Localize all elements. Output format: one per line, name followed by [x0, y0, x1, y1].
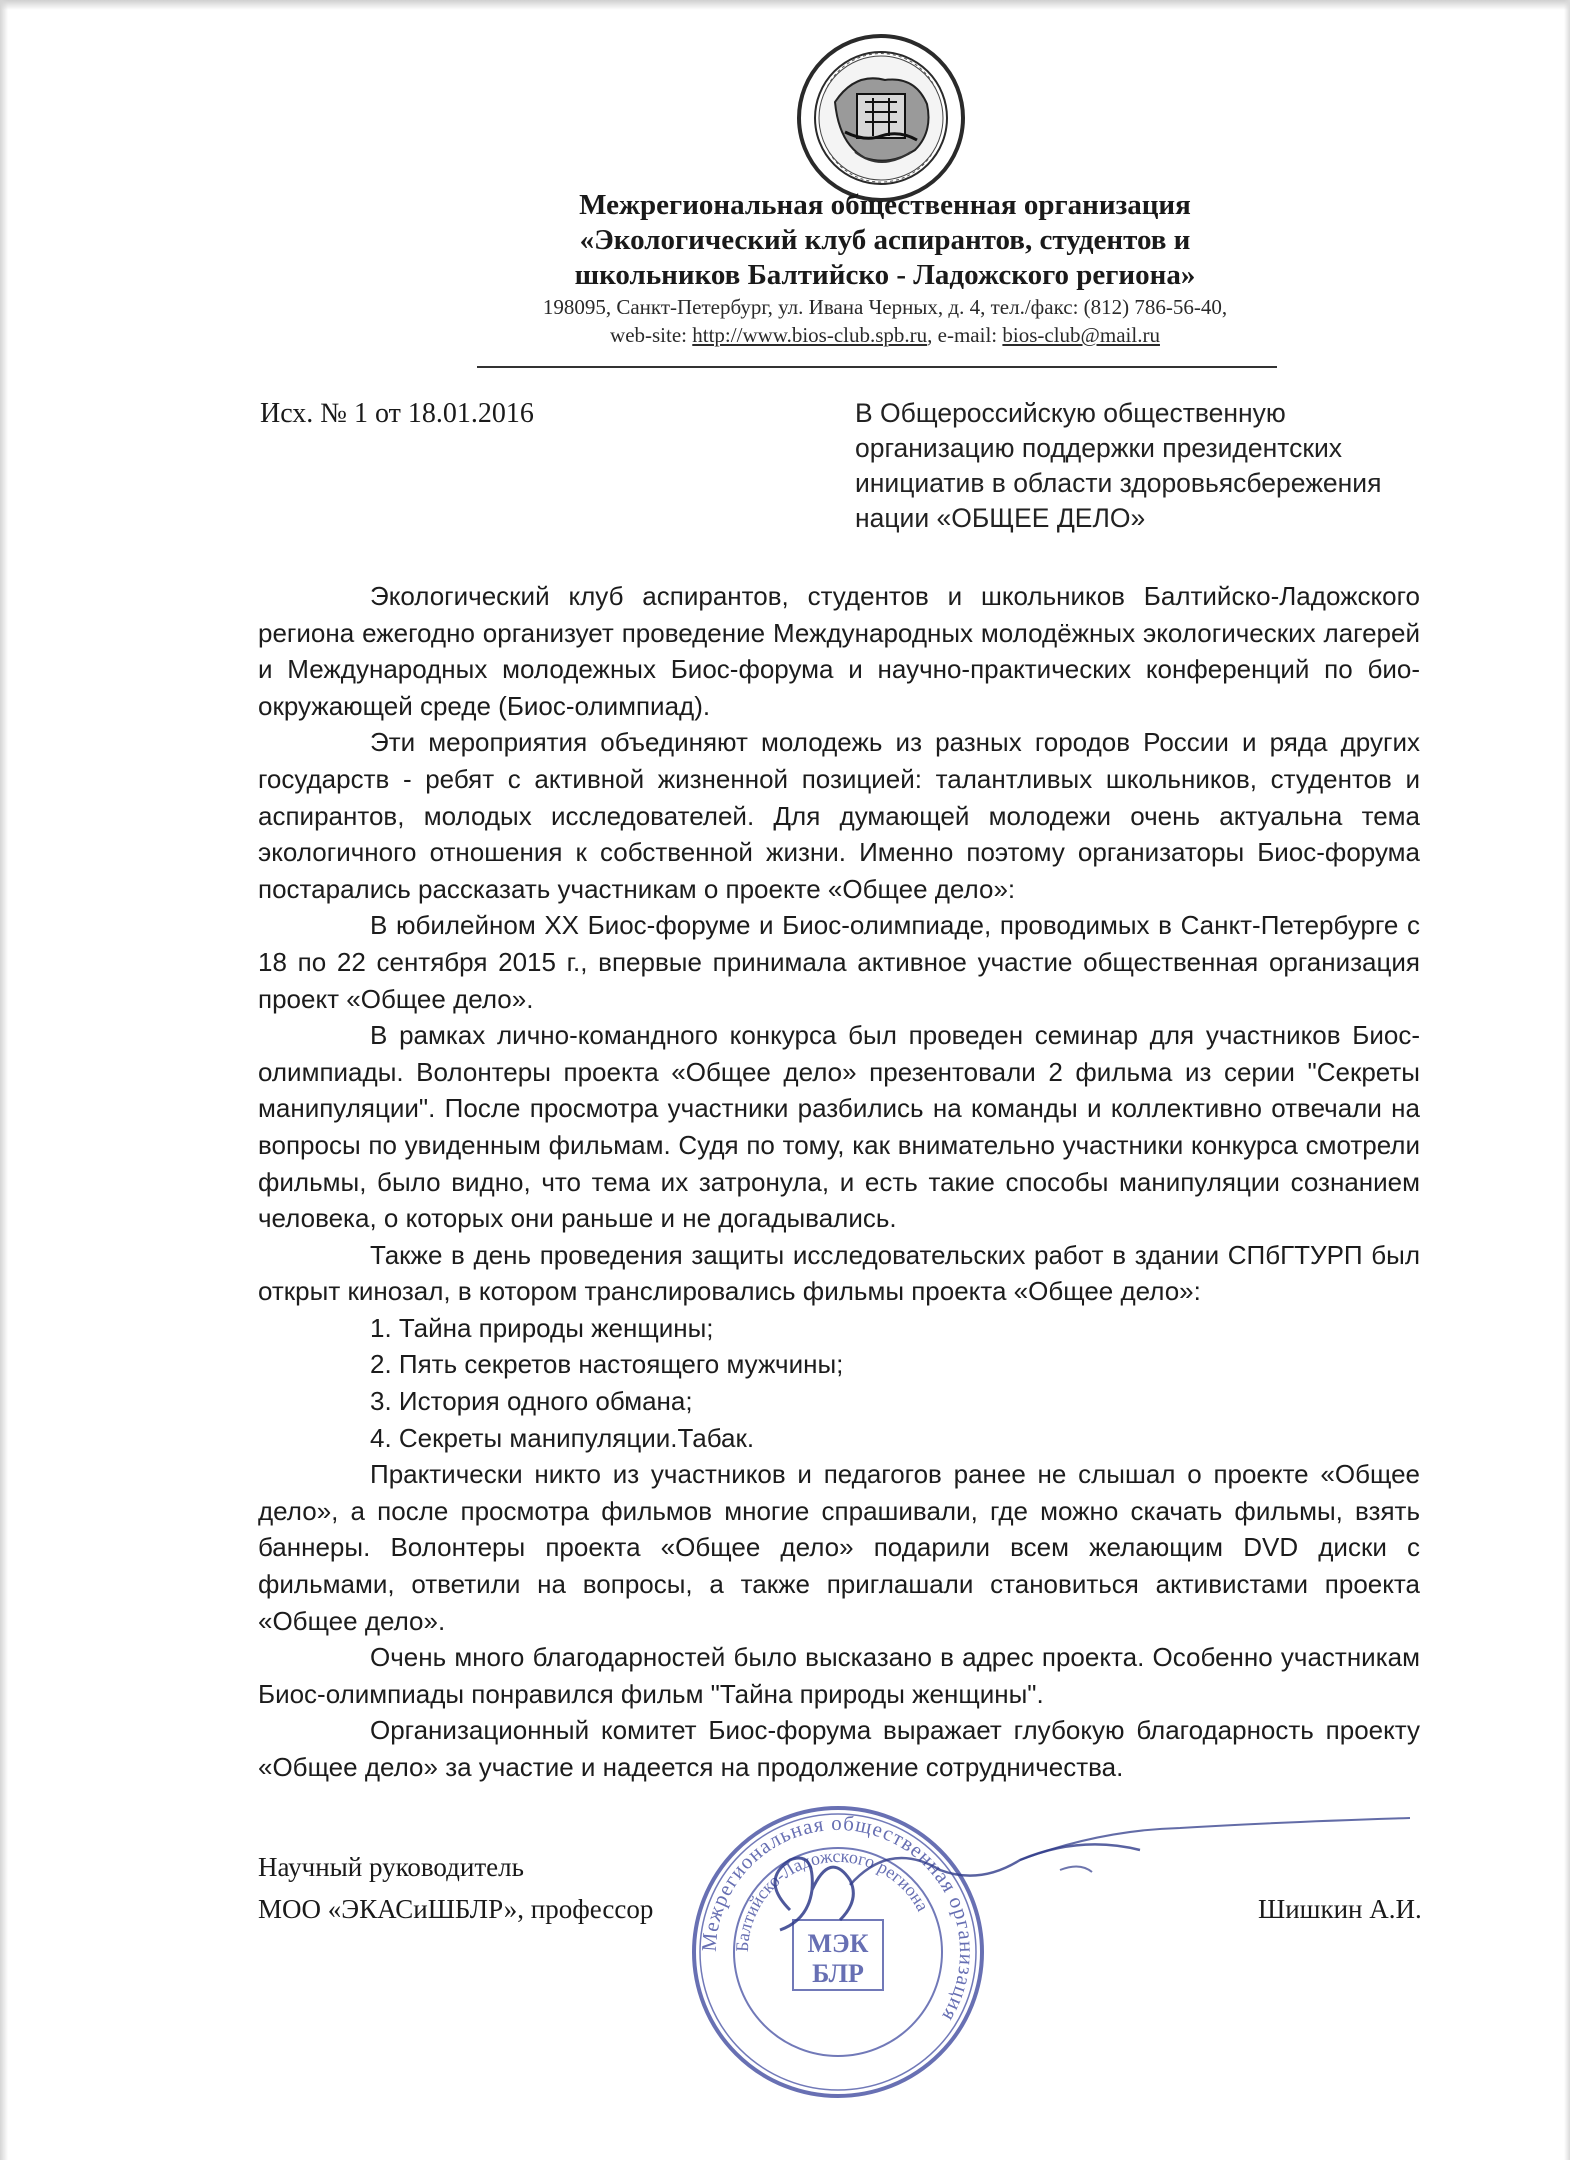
org-name-line-2: «Экологический клуб аспирантов, студентов и: [579, 224, 1191, 256]
addressee-line-1: В Общероссийскую общественную: [855, 398, 1286, 428]
addressee-block: [855, 396, 1415, 536]
scan-edge-top: [0, 0, 1570, 10]
org-name-line-3: школьников Балтийско - Ладожского региона»: [574, 259, 1196, 291]
signatory-name: Шишкин А.И.: [1258, 1894, 1422, 1924]
letterhead-divider: [477, 366, 1277, 368]
outgoing-number: Исх. № 1 от 18.01.2016: [260, 398, 534, 429]
org-contacts: [380, 321, 1390, 349]
body-paragraph-5: Также в день проведения защиты исследовательских работ в здании СПбГТУРП был открыт кинозал, в котором транслировались фильмы проекта «Общее дело»:: [258, 1239, 1420, 1307]
org-name-line-1: Межрегиональная общественная организация: [579, 189, 1191, 221]
body-paragraph-8: Организационный комитет Биос-форума выражает глубокую благодарность проекту «Общее дело» за участие и надеется на продолжение сотрудничества.: [258, 1715, 1420, 1782]
signatory-role-line-1: Научный руководитель: [258, 1852, 524, 1882]
addressee-line-2: организацию поддержки президентских: [855, 433, 1343, 463]
addressee-line-4: нации «ОБЩЕЕ ДЕЛО»: [855, 503, 1146, 533]
body-paragraph-4: В рамках лично-командного конкурса был проведен семинар для участников Биос-олимпиады. Волонтеры проекта «Общее дело» презентовали 2 фильма из серии "Секреты манипуляции". После просмотра участники разбились на команды и коллективно отвечали на вопросы по увиденным фильмам. Судя по тому, как внимательно участники конкурса смотрели фильмы, было видно, что тема их затронула, и есть такие способы манипуляции сознанием человека, о которых они раньше и не догадывались.: [258, 1020, 1420, 1234]
film-list-item: 3. История одного обмана;: [370, 1386, 693, 1417]
signatory-role-line-2: МОО «ЭКАСиШБЛР», профессор: [258, 1894, 654, 1924]
letter-body: [258, 578, 1420, 1786]
org-address: 198095, Санкт-Петербург, ул. Ивана Черных, д. 4, тел./факс: (812) 786-56-40,: [542, 295, 1228, 319]
stamp-center-line-2: БЛР: [812, 1959, 864, 1988]
body-paragraph-6: Практически никто из участников и педагогов ранее не слышал о проекте «Общее дело», а после просмотра фильмов многие спрашивали, где можно скачать фильмы, взять баннеры. Волонтеры проекта «Общее дело» подарили всем желающим DVD диски с фильмами, ответили на вопросы, а также приглашали становиться активистами проекта «Общее дело».: [258, 1459, 1420, 1636]
body-paragraph-7: Очень много благодарностей было высказано в адрес проекта. Особенно участникам Биос-олимпиады понравился фильм "Тайна природы женщины".: [258, 1642, 1420, 1709]
scan-edge-left: [0, 0, 8, 2160]
addressee-line-3: инициатив в области здоровьясбережения: [855, 468, 1382, 498]
email-prefix: , e-mail:: [927, 323, 1003, 347]
stamp-inner-text: Балтийско-Ладожского региона: [731, 1845, 934, 1953]
film-list-item: 1. Тайна природы женщины;: [370, 1312, 714, 1343]
scan-edge-right: [1564, 0, 1570, 2160]
letterhead: [380, 188, 1390, 349]
stamp-outer-text: Межрегиональная общественная организация: [696, 1810, 980, 2027]
body-paragraph-1: Экологический клуб аспирантов, студентов и школьников Балтийско-Ладожского региона ежегодно организует проведение Международных молодёжных экологических лагерей и Международных молодежных Биос-форума и научно-практических конференций по био-окружающей среде (Биос-олимпиад).: [258, 581, 1420, 721]
email-link[interactable]: bios-club@mail.ru: [1002, 323, 1160, 347]
signatory-role: [258, 1846, 653, 1930]
film-list-item: 2. Пять секретов настоящего мужчины;: [370, 1349, 844, 1380]
stamp-center-line-1: МЭК: [807, 1929, 869, 1958]
website-link[interactable]: http://www.bios-club.spb.ru: [692, 323, 928, 347]
organization-logo-icon: [795, 32, 967, 204]
body-paragraph-2: Эти мероприятия объединяют молодежь из разных городов России и ряда других государств - ребят с активной жизненной позицией: талантливых школьников, студентов и аспирантов, молодых исследователей. Для думающей молодежи очень актуальна тема экологичного отношения к собственной жизни. Именно поэтому организаторы Биос-форума постарались рассказать участникам о проекте «Общее дело»:: [258, 727, 1420, 904]
film-list-item: 4. Секреты манипуляции.Табак.: [370, 1422, 755, 1453]
body-paragraph-3: В юбилейном XX Биос-форуме и Биос-олимпиаде, проводимых в Санкт-Петербурге с 18 по 22 сентября 2015 г., впервые принимала активное участие общественная организация проект «Общее дело».: [258, 910, 1420, 1014]
website-prefix: web-site:: [610, 323, 693, 347]
